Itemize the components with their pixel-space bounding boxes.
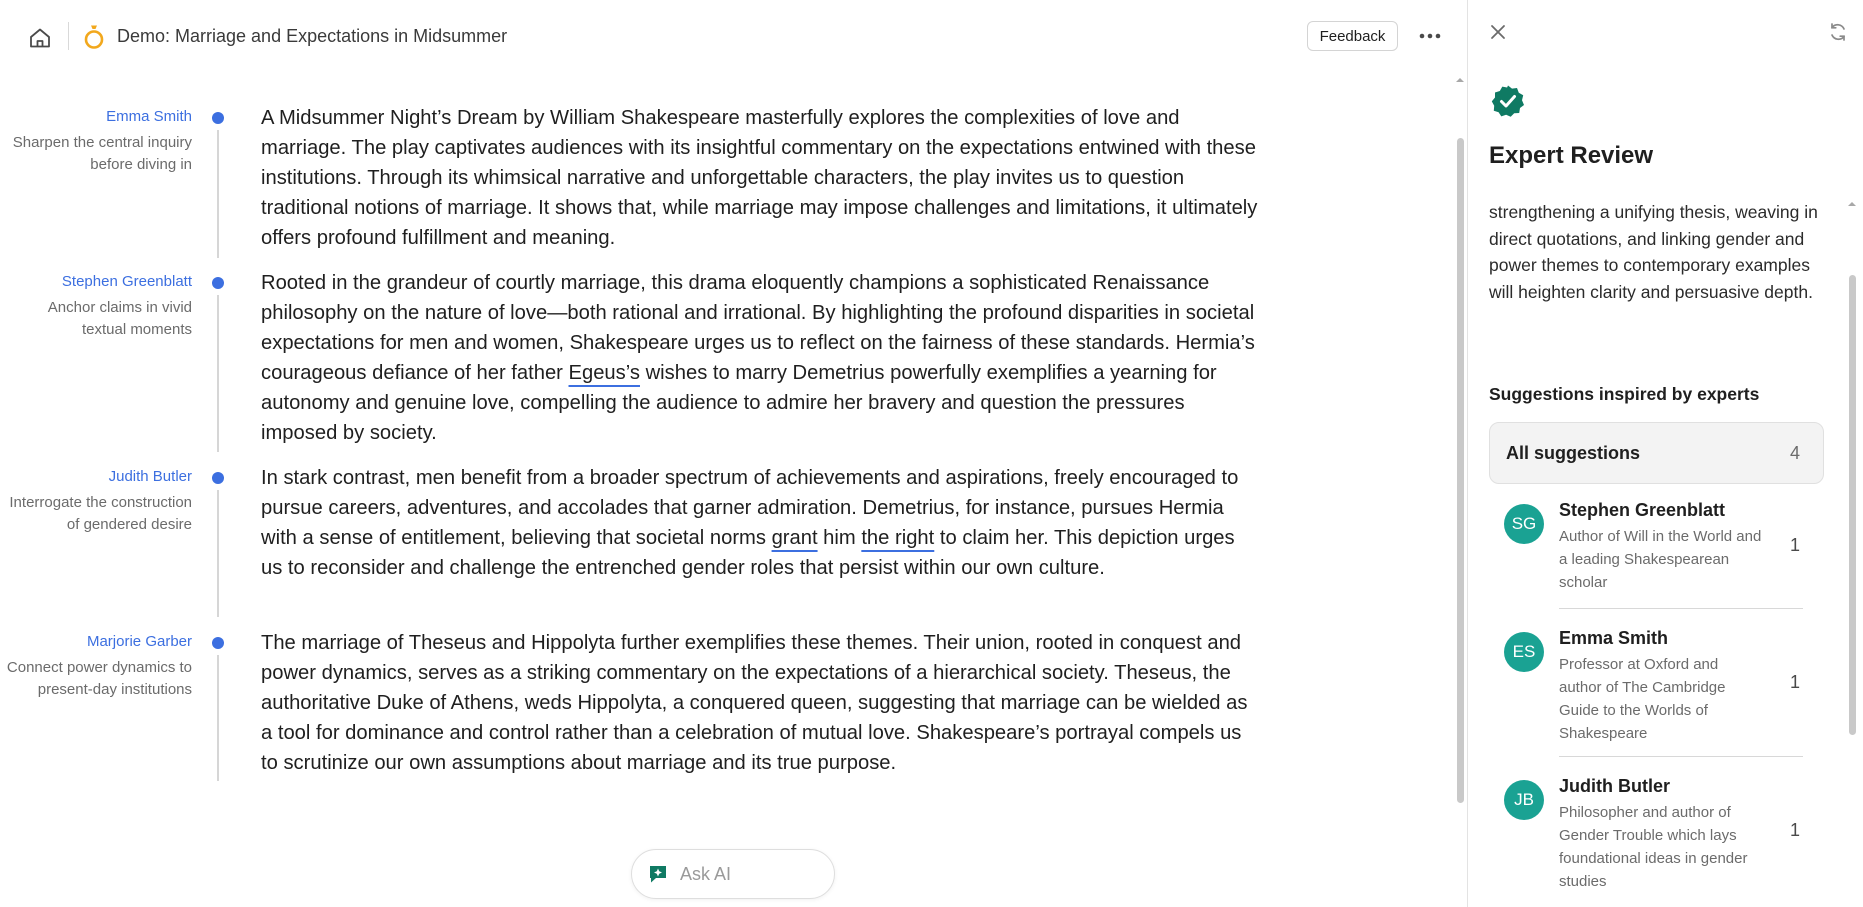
paragraph-text[interactable] xyxy=(261,463,1259,583)
expert-name: Stephen Greenblatt xyxy=(1559,500,1726,520)
more-horizontal-icon xyxy=(1416,24,1444,48)
paragraph-expert-hint: Sharpen the central inquiry before diving in xyxy=(12,134,192,173)
expert-item-judith-butler[interactable] xyxy=(1504,776,1804,890)
home-button[interactable] xyxy=(28,26,52,50)
avatar: SG xyxy=(1504,504,1544,544)
scroll-up-arrow-icon[interactable] xyxy=(1454,72,1466,82)
paragraph-expert-name[interactable]: Emma Smith xyxy=(106,108,192,125)
paragraph-block xyxy=(0,237,1460,444)
verified-badge-icon xyxy=(1491,84,1525,118)
expert-item-stephen-greenblatt[interactable] xyxy=(1504,500,1804,595)
text-segment: to claim her. This depiction urges us to reconsider and challenge the entrenched gender roles that persist within our own culture. xyxy=(261,527,1235,579)
header-divider xyxy=(68,22,69,50)
all-suggestions-filter[interactable] xyxy=(1489,422,1824,484)
expert-suggestion-count: 1 xyxy=(1790,820,1801,840)
close-panel-button[interactable] xyxy=(1488,22,1508,42)
paragraph-marker-line xyxy=(217,655,219,781)
paragraph-marker-dot[interactable] xyxy=(212,472,224,484)
paragraph-expert-hint: Anchor claims in vivid textual moments xyxy=(47,299,192,338)
paragraph-marker-line xyxy=(217,295,219,452)
review-summary: strengthening a unifying thesis, weaving in direct quotations, and linking gender and power themes to contemporary examples will heighten clarity and persuasive depth. xyxy=(1489,202,1818,302)
paragraph-expert-hint: Connect power dynamics to present-day institutions xyxy=(6,659,192,698)
panel-title: Expert Review xyxy=(1489,142,1654,169)
expert-divider xyxy=(1559,756,1803,757)
panel-scrollbar-thumb[interactable] xyxy=(1849,275,1856,735)
underlined-suggestion[interactable]: grant xyxy=(771,527,818,549)
close-icon xyxy=(1488,22,1508,42)
underlined-suggestion[interactable]: the right xyxy=(861,527,935,549)
document-body xyxy=(0,72,1467,907)
ask-ai-button[interactable] xyxy=(631,849,835,899)
paragraph-block xyxy=(0,597,1460,774)
ask-ai-label: Ask AI xyxy=(680,864,732,884)
expert-name: Judith Butler xyxy=(1559,776,1670,796)
paragraph-expert-name[interactable]: Stephen Greenblatt xyxy=(61,273,192,290)
text-segment: him xyxy=(817,527,862,549)
expert-suggestion-count: 1 xyxy=(1790,535,1801,555)
feedback-button[interactable]: Feedback xyxy=(1307,21,1398,51)
document-title: Demo: Marriage and Expectations in Midsummer xyxy=(117,26,508,46)
paragraph-text[interactable]: The marriage of Theseus and Hippolyta further exemplifies these themes. Their union, rooted in conquest and power dynamics, serves as a striking commentary on the expectations of a hierarchical society. Theseus, the authoritative Duke of Athens, weds Hippolyta, a conquered queen, suggesting that marriage can be wielded as a tool for dominance and control rather than a celebration of mutual love. Shakespeare’s portrayal compels us to scrutinize our own assumptions about marriage and its true purpose. xyxy=(261,632,1248,774)
expert-item-emma-smith[interactable] xyxy=(1504,628,1804,742)
all-suggestions-label: All suggestions xyxy=(1506,443,1641,463)
all-suggestions-count: 4 xyxy=(1789,443,1800,463)
paragraph-text[interactable]: A Midsummer Night’s Dream by William Shakespeare masterfully explores the complexities of love and marriage. The play captivates audiences with its insightful commentary on the expectations entwined with these institutions. Through its whimsical narrative and unforgettable characters, the play invites us to question traditional notions of marriage. It shows that, while marriage may impose challenges and limitations, it ultimately offers profound fulfillment and meaning. xyxy=(261,107,1258,249)
expert-description: Author of Will in the World and a leading Shakespearean scholar xyxy=(1559,528,1762,591)
paragraph-text[interactable] xyxy=(261,268,1259,448)
document-header xyxy=(0,0,1467,72)
expert-name: Emma Smith xyxy=(1559,628,1669,648)
refresh-icon xyxy=(1827,21,1849,43)
paragraph-expert-name[interactable]: Judith Butler xyxy=(108,468,192,485)
ai-chat-icon xyxy=(647,863,669,885)
avatar: ES xyxy=(1504,632,1544,672)
underlined-suggestion[interactable]: Egeus’s xyxy=(568,362,640,384)
refresh-button[interactable] xyxy=(1827,21,1849,43)
text-segment: In stark contrast, men benefit from a broader spectrum of achievements and aspirations, freely encouraged to pursue careers, adventures, and accolades that garner admiration. Demetrius, for instance, pursues Hermia with a sense of entitlement, believing that societal norms xyxy=(261,467,1239,549)
paragraph-expert-hint: Interrogate the construction of gendered desire xyxy=(9,494,192,533)
expert-review-panel xyxy=(1467,0,1863,907)
more-options-button[interactable] xyxy=(1416,24,1444,48)
document-scrollbar-thumb[interactable] xyxy=(1457,138,1464,803)
paragraph-marker-dot[interactable] xyxy=(212,112,224,124)
avatar: JB xyxy=(1504,780,1544,820)
paragraph-marker-dot[interactable] xyxy=(212,277,224,289)
home-icon xyxy=(28,26,52,50)
paragraph-marker-dot[interactable] xyxy=(212,637,224,649)
text-segment: wishes to marry Demetrius powerfully exemplifies a yearning for autonomy and genuine love, compelling the audience to admire her bravery and question the pressures imposed by society. xyxy=(261,362,1217,444)
text-segment: Rooted in the grandeur of courtly marriage, this drama eloquently champions a sophisticated Renaissance philosophy on the nature of love—both rational and irrational. By highlighting the profound disparities in societal expectations for men and women, Shakespeare urges us to reflect on the fairness of these standards. Hermia’s courageous defiance of her father xyxy=(261,272,1255,384)
expert-divider xyxy=(1559,608,1803,609)
expert-description: Philosopher and author of Gender Trouble which lays foundational ideas in gender studies xyxy=(1559,804,1748,890)
paragraph-block xyxy=(0,432,1460,597)
expert-suggestion-count: 1 xyxy=(1790,672,1801,692)
suggestions-heading: Suggestions inspired by experts xyxy=(1489,384,1760,404)
document-ring-icon xyxy=(82,24,106,50)
expert-description: Professor at Oxford and author of The Cambridge Guide to the Worlds of Shakespeare xyxy=(1559,656,1726,742)
scroll-up-arrow-icon[interactable] xyxy=(1846,196,1858,206)
paragraph-expert-name[interactable]: Marjorie Garber xyxy=(86,633,192,650)
paragraph-block xyxy=(0,72,1460,249)
